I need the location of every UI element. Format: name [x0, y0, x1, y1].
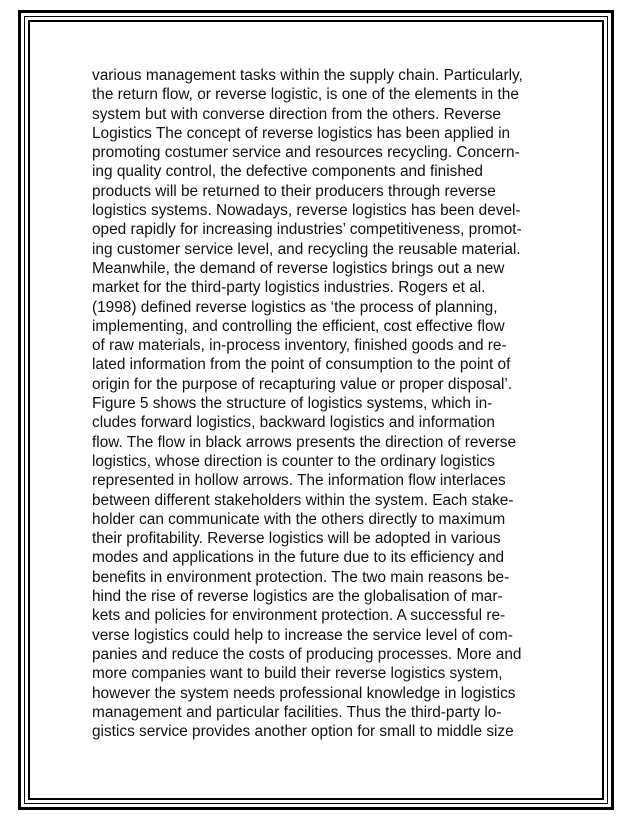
text-line: cludes forward logistics, backward logistics and information — [92, 414, 495, 432]
text-line: logistics, whose direction is counter to the ordinary logistics — [92, 452, 495, 470]
text-line: hind the rise of reverse logistics are the globalisation of mar- — [92, 588, 503, 606]
text-line: of raw materials, in-process inventory, finished goods and re- — [92, 337, 507, 355]
text-line: flow. The flow in black arrows presents the direction of reverse — [92, 433, 517, 451]
text-line: verse logistics could help to increase the service level of com- — [92, 626, 513, 644]
text-line: various management tasks within the supply chain. Particularly, — [92, 67, 523, 84]
text-line: (1998) defined reverse logistics as ‘the process of planning, — [92, 298, 498, 316]
text-line: kets and policies for environment protection. A successful re- — [92, 607, 506, 625]
text-line: lated information from the point of consumption to the point of — [92, 356, 511, 374]
text-line: however the system needs professional knowledge in logistics — [92, 684, 516, 702]
text-line: system but with converse direction from the others. Reverse — [92, 105, 501, 123]
text-line: represented in hollow arrows. The information flow interlaces — [92, 472, 506, 490]
text-line: Logistics The concept of reverse logistics has been applied in — [92, 124, 511, 142]
text-line: their profitability. Reverse logistics will be adopted in various — [92, 530, 501, 548]
text-line: ing quality control, the defective components and finished — [92, 163, 483, 181]
text-line: benefits in environment protection. The two main reasons be- — [92, 568, 510, 586]
text-line: Figure 5 shows the structure of logistics systems, which in- — [92, 395, 493, 413]
text-line: market for the third-party logistics industries. Rogers et al. — [92, 279, 486, 297]
text-line: promoting costumer service and resources recycling. Concern- — [92, 144, 520, 162]
text-line: ing customer service level, and recycling the reusable material. — [92, 240, 521, 258]
text-line: logistics systems. Nowadays, reverse logistics has been devel- — [92, 202, 521, 220]
text-line: panies and reduce the costs of producing processes. More and — [92, 645, 522, 663]
text-line: Meanwhile, the demand of reverse logistics brings out a new — [92, 259, 505, 277]
text-line: management and particular facilities. Thus the third-party lo- — [92, 703, 502, 721]
text-line: holder can communicate with the others directly to maximum — [92, 510, 506, 528]
body-paragraph — [92, 66, 572, 741]
text-line: gistics service provides another option for small to middle size — [92, 723, 514, 741]
text-line: more companies want to build their reverse logistics system, — [92, 665, 503, 683]
text-line: products will be returned to their producers through reverse — [92, 182, 496, 200]
text-line: oped rapidly for increasing industries’ competitiveness, promot- — [92, 221, 522, 239]
text-line: origin for the purpose of recapturing value or proper disposal’. — [92, 375, 513, 393]
text-line: between different stakeholders within the system. Each stake- — [92, 491, 514, 509]
text-line: modes and applications in the future due to its efficiency and — [92, 549, 505, 567]
text-line: the return flow, or reverse logistic, is one of the elements in the — [92, 86, 519, 104]
text-line: implementing, and controlling the efficient, cost effective flow — [92, 317, 505, 335]
